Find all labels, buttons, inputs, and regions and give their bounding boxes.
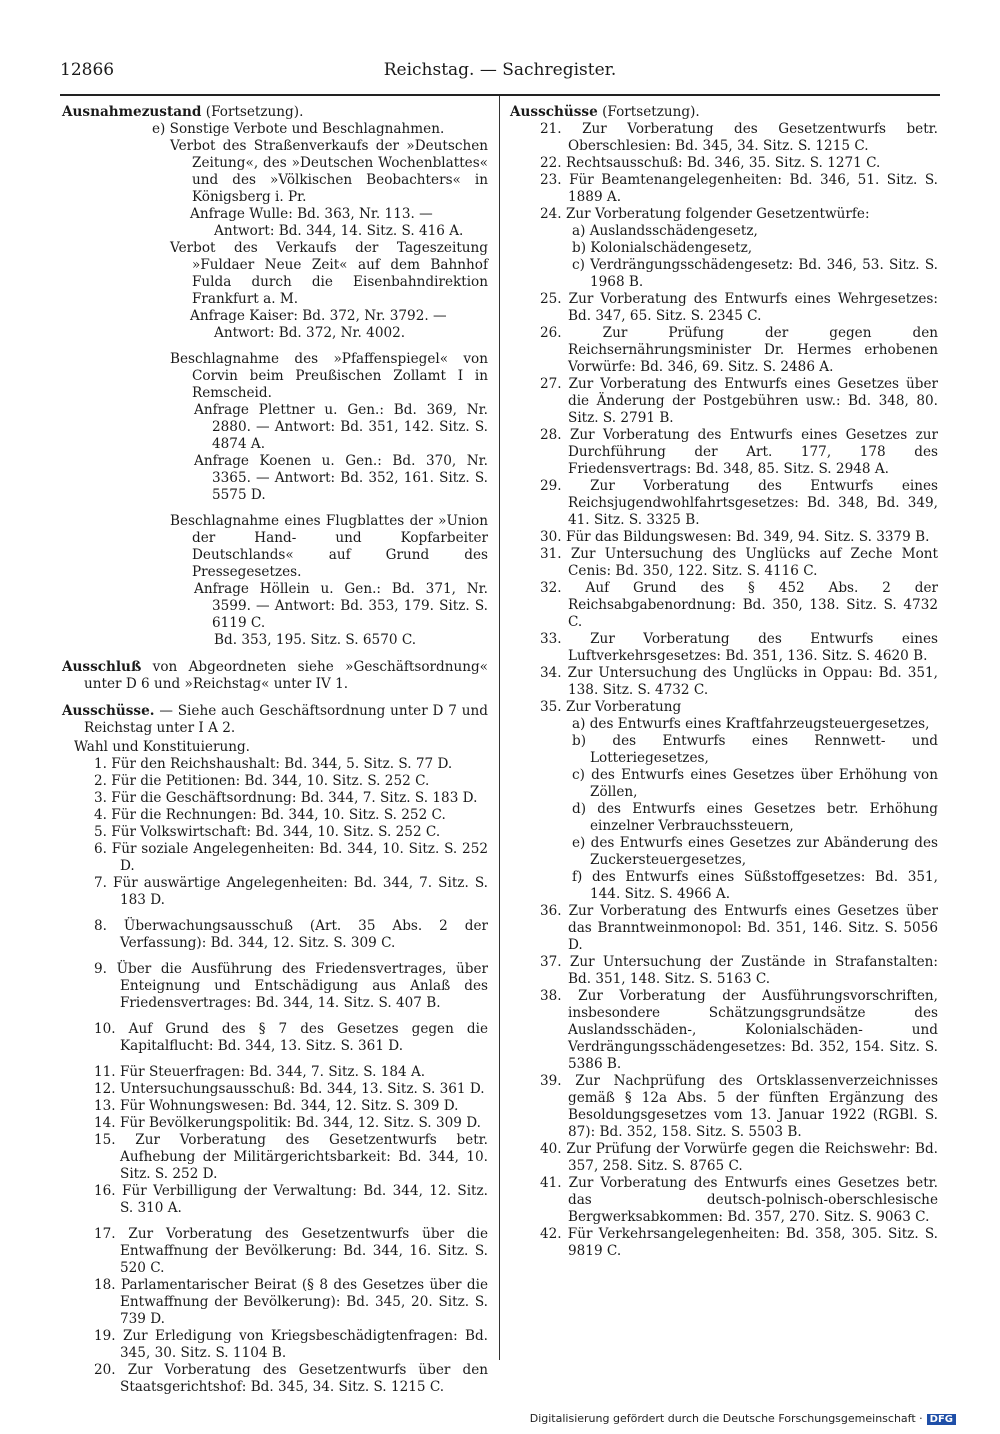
sub-list-item: a) des Entwurfs eines Kraftfahrzeugsteuergesetzes, [572, 716, 930, 732]
list-item: 13. Für Wohnungswesen: Bd. 344, 12. Sitz. S. 309 D. [94, 1098, 459, 1114]
list-item: 3. Für die Geschäftsordnung: Bd. 344, 7. Sitz. S. 183 D. [94, 790, 478, 806]
list-item: 42. Für Verkehrsangelegenheiten: Bd. 358, 305. Sitz. S. 9819 C. [540, 1226, 938, 1259]
list-item: 19. Zur Erledigung von Kriegsbeschädigtenfragen: Bd. 345, 30. Sitz. S. 1104 B. [94, 1328, 488, 1361]
dfg-logo: DFG [927, 1414, 956, 1425]
list-item: 20. Zur Vorberatung des Gesetzentwurfs über den Staatsgerichtshof: Bd. 345, 34. Sitz. S. 1215 C. [94, 1362, 488, 1395]
reference-line: Anfrage Kaiser: Bd. 372, Nr. 3792. — [190, 308, 447, 324]
header-rule [60, 94, 940, 96]
left-column [62, 104, 488, 1396]
sub-list-item: b) Kolonialschädengesetz, [572, 240, 753, 256]
page-number: 12866 [60, 60, 115, 80]
sub-list-item: c) des Entwurfs eines Gesetzes über Erhöhung von Zöllen, [572, 767, 938, 800]
list-item: 29. Zur Vorberatung des Entwurfs eines Reichsjugendwohlfahrtsgesetzes: Bd. 348, Bd. 349, 41. Sitz. S. 3325 B. [540, 478, 938, 528]
right-column [510, 104, 938, 1260]
list-item: 22. Rechtsausschuß: Bd. 346, 35. Sitz. S. 1271 C. [540, 155, 881, 171]
sub-list-item: f) des Entwurfs eines Süßstoffgesetzes: Bd. 351, 144. Sitz. S. 4966 A. [572, 869, 938, 902]
sub-list-item: b) des Entwurfs eines Rennwett- und Lotteriegesetzes, [572, 733, 938, 766]
page-header [60, 60, 940, 92]
list-item: 40. Zur Prüfung der Vorwürfe gegen die Reichswehr: Bd. 357, 258. Sitz. S. 8765 C. [540, 1141, 938, 1174]
list-item: 23. Für Beamtenangelegenheiten: Bd. 346, 51. Sitz. S. 1889 A. [540, 172, 938, 205]
list-item: 4. Für die Rechnungen: Bd. 344, 10. Sitz. S. 252 C. [94, 807, 446, 823]
list-item: 31. Zur Untersuchung des Unglücks auf Zeche Mont Cenis: Bd. 350, 122. Sitz. S. 4116 C. [540, 546, 938, 579]
sub-list-item: d) des Entwurfs eines Gesetzes betr. Erhöhung einzelner Verbrauchssteuern, [572, 801, 938, 834]
list-item: 37. Zur Untersuchung der Zustände in Strafanstalten: Bd. 351, 148. Sitz. S. 5163 C. [540, 954, 938, 987]
list-item: 35. Zur Vorberatung [540, 699, 682, 715]
beschlagnahme-entry: Beschlagnahme eines Flugblattes der »Union der Hand- und Kopfarbeiter Deutschlands« auf Grund des Pressegesetzes. [170, 513, 488, 580]
sub-list-item: e) des Entwurfs eines Gesetzes zur Abänderung des Zuckersteuergesetzes, [572, 835, 938, 868]
list-item: 9. Über die Ausführung des Friedensvertrages, über Enteignung und Entschädigung aus Anlaß des Friedensvertrages: Bd. 344, 14. Sitz. S. 407 B. [94, 961, 488, 1011]
entry-title: Ausnahmezustand [62, 104, 202, 120]
ausschuesse-heading [510, 104, 938, 121]
list-item: 6. Für soziale Angelegenheiten: Bd. 344, 10. Sitz. S. 252 D. [94, 841, 488, 874]
reference-line: Antwort: Bd. 344, 14. Sitz. S. 416 A. [214, 223, 464, 239]
beschlagnahme-entry: Beschlagnahme des »Pfaffenspiegel« von Corvin beim Preußischen Zollamt I in Remscheid. [170, 351, 488, 401]
entry-title: Ausschüsse [510, 104, 598, 120]
ausschluss-entry [62, 659, 488, 693]
reference-line: Anfrage Koenen u. Gen.: Bd. 370, Nr. 3365. — Antwort: Bd. 352, 161. Sitz. S. 5575 D. [194, 453, 488, 503]
sub-list-item: c) Verdrängungsschädengesetz: Bd. 346, 53. Sitz. S. 1968 B. [572, 257, 938, 290]
footer-text: Digitalisierung gefördert durch die Deutsche Forschungsgemeinschaft · [529, 1412, 923, 1425]
list-item: 10. Auf Grund des § 7 des Gesetzes gegen die Kapitalflucht: Bd. 344, 13. Sitz. S. 361 D. [94, 1021, 488, 1054]
list-item: 15. Zur Vorberatung des Gesetzentwurfs betr. Aufhebung der Militärgerichtsbarkeit: Bd. 344, 10. Sitz. S. 252 D. [94, 1132, 488, 1182]
section-label: Wahl und Konstituierung. [74, 739, 251, 755]
list-item: 1. Für den Reichshaushalt: Bd. 344, 5. Sitz. S. 77 D. [94, 756, 453, 772]
list-item: 18. Parlamentarischer Beirat (§ 8 des Gesetzes über die Entwaffnung der Bevölkerung): Bd. 345, 20. Sitz. S. 739 D. [94, 1277, 488, 1327]
list-item: 24. Zur Vorberatung folgender Gesetzentwürfe: [540, 206, 870, 222]
list-item: 39. Zur Nachprüfung des Ortsklassenverzeichnisses gemäß § 12a Abs. 5 der fünften Ergänzung des Besoldungsgesetzes vom 13. Januar 1922 (RGBl. S. 87): Bd. 352, 158. Sitz. S. 5503 B. [540, 1073, 938, 1140]
list-item: 41. Zur Vorberatung des Entwurfs eines Gesetzes betr. das deutsch-polnisch-oberschlesische Bergwerksabkommen: Bd. 357, 270. Sitz. S. 9063 C. [540, 1175, 938, 1225]
footer-credit [530, 1412, 956, 1425]
sub-item-e: e) Sonstige Verbote und Beschlagnahmen. [152, 121, 445, 137]
list-item: 17. Zur Vorberatung des Gesetzentwurfs über die Entwaffnung der Bevölkerung: Bd. 344, 16. Sitz. S. 520 C. [94, 1226, 488, 1276]
list-item: 11. Für Steuerfragen: Bd. 344, 7. Sitz. S. 184 A. [94, 1064, 426, 1080]
list-item: 2. Für die Petitionen: Bd. 344, 10. Sitz. S. 252 C. [94, 773, 430, 789]
verbot-entry: Verbot des Verkaufs der Tageszeitung »Fuldaer Neue Zeit« auf dem Bahnhof Fulda durch die Eisenbahndirektion Frankfurt a. M. [170, 240, 488, 307]
list-item: 32. Auf Grund des § 452 Abs. 2 der Reichsabgabenordnung: Bd. 350, 138. Sitz. S. 4732 C. [540, 580, 938, 630]
entry-title: Ausschüsse. [62, 703, 155, 719]
list-item: 12. Untersuchungsausschuß: Bd. 344, 13. Sitz. S. 361 D. [94, 1081, 485, 1097]
list-item: 25. Zur Vorberatung des Entwurfs eines Wehrgesetzes: Bd. 347, 65. Sitz. S. 2345 C. [540, 291, 938, 324]
ausschuesse-entry [62, 703, 488, 737]
column-divider [499, 96, 500, 1360]
continuation-note: (Fortsetzung). [205, 104, 304, 120]
verbot-entry: Verbot des Straßenverkaufs der »Deutschen Zeitung«, des »Deutschen Wochenblattes« und des »Völkischen Beobachters« in Königsberg i. Pr. [170, 138, 488, 205]
list-item: 8. Überwachungsausschuß (Art. 35 Abs. 2 der Verfassung): Bd. 344, 12. Sitz. S. 309 C. [94, 918, 488, 951]
reference-line: Anfrage Höllein u. Gen.: Bd. 371, Nr. 3599. — Antwort: Bd. 353, 179. Sitz. S. 6119 C. [194, 581, 488, 631]
ausnahme-heading [62, 104, 488, 121]
list-item: 26. Zur Prüfung der gegen den Reichsernährungsminister Dr. Hermes erhobenen Vorwürfe: Bd. 346, 69. Sitz. S. 2486 A. [540, 325, 938, 375]
list-item: 27. Zur Vorberatung des Entwurfs eines Gesetzes über die Änderung der Postgebühren usw.: Bd. 348, 80. Sitz. S. 2791 B. [540, 376, 938, 426]
list-item: 34. Zur Untersuchung des Unglücks in Oppau: Bd. 351, 138. Sitz. S. 4732 C. [540, 665, 938, 698]
entry-text: — Siehe auch Geschäftsordnung unter D 7 und Reichstag unter I A 2. [84, 703, 488, 736]
reference-line: Bd. 353, 195. Sitz. S. 6570 C. [214, 632, 417, 648]
list-item: 16. Für Verbilligung der Verwaltung: Bd. 344, 12. Sitz. S. 310 A. [94, 1183, 488, 1216]
reference-line: Anfrage Wulle: Bd. 363, Nr. 113. — [190, 206, 433, 222]
running-head: Reichstag. — Sachregister. [383, 60, 617, 80]
list-item: 5. Für Volkswirtschaft: Bd. 344, 10. Sitz. S. 252 C. [94, 824, 441, 840]
continuation-note: (Fortsetzung). [602, 104, 700, 120]
list-item: 28. Zur Vorberatung des Entwurfs eines Gesetzes zur Durchführung der Art. 177, 178 des Friedensvertrags: Bd. 348, 85. Sitz. S. 2948 A. [540, 427, 938, 477]
list-item: 14. Für Bevölkerungspolitik: Bd. 344, 12. Sitz. S. 309 D. [94, 1115, 481, 1131]
list-item: 33. Zur Vorberatung des Entwurfs eines Luftverkehrsgesetzes: Bd. 351, 136. Sitz. S. 4620 B. [540, 631, 938, 664]
list-item: 21. Zur Vorberatung des Gesetzentwurfs betr. Oberschlesien: Bd. 345, 34. Sitz. S. 1215 C. [540, 121, 938, 154]
list-item: 36. Zur Vorberatung des Entwurfs eines Gesetzes über das Branntweinmonopol: Bd. 351, 146. Sitz. S. 5056 D. [540, 903, 938, 953]
entry-title: Ausschluß [62, 659, 142, 675]
sub-list-item: a) Auslandsschädengesetz, [572, 223, 758, 239]
entry-text: von Abgeordneten siehe »Geschäftsordnung« unter D 6 und »Reichstag« unter IV 1. [84, 659, 488, 692]
list-item: 30. Für das Bildungswesen: Bd. 349, 94. Sitz. S. 3379 B. [540, 529, 930, 545]
reference-line: Antwort: Bd. 372, Nr. 4002. [214, 325, 406, 341]
reference-line: Anfrage Plettner u. Gen.: Bd. 369, Nr. 2880. — Antwort: Bd. 351, 142. Sitz. S. 4874 A. [194, 402, 488, 452]
list-item: 7. Für auswärtige Angelegenheiten: Bd. 344, 7. Sitz. S. 183 D. [94, 875, 488, 908]
list-item: 38. Zur Vorberatung der Ausführungsvorschriften, insbesondere Schätzungsgrundsätze des Auslandsschäden-, Kolonialschäden- und Verdrängungsschädengesetzes: Bd. 352, 154. Sitz. S. 5386 B. [540, 988, 938, 1072]
